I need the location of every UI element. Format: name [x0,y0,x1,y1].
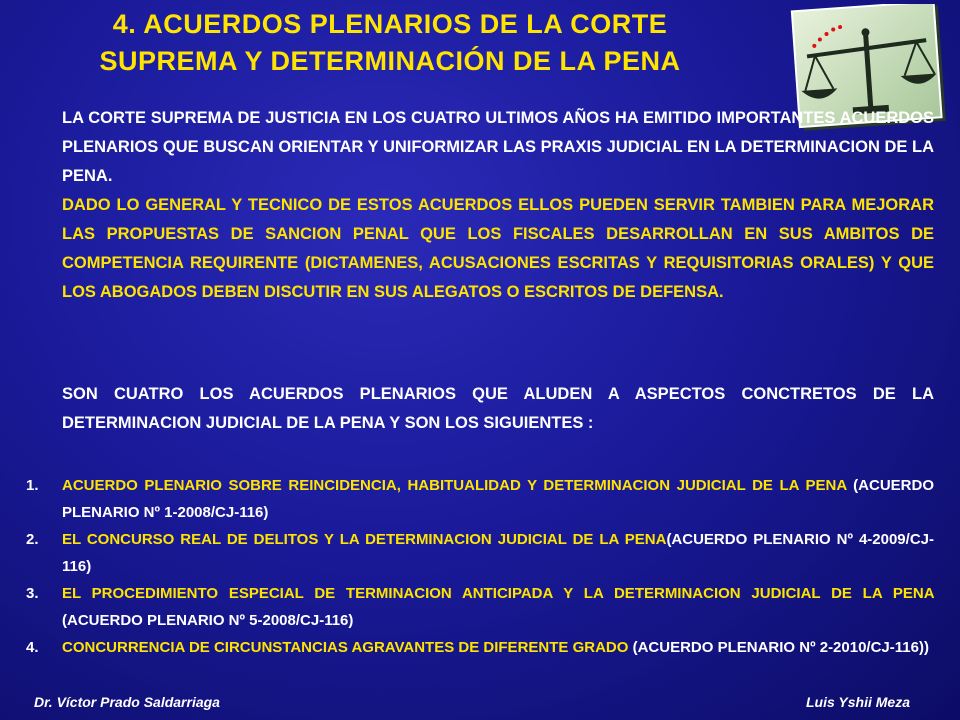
footer-presenter: Luis Yshii Meza [806,694,910,710]
acuerdos-list [26,472,934,661]
list-item-reference: (ACUERDO PLENARIO Nº 4-2009/CJ-116) [62,531,934,575]
list-item [26,472,934,526]
list-item-number: 4. [26,639,39,656]
list-item [26,634,934,661]
list-item-number: 2. [26,531,39,548]
title-line-1: 4. ACUERDOS PLENARIOS DE LA CORTE [112,9,668,39]
list-item [26,580,934,634]
paragraph-purpose: DADO LO GENERAL Y TECNICO DE ESTOS ACUERDOS ELLOS PUEDEN SERVIR TAMBIEN PARA MEJORAR LAS PROPUESTAS DE SANCION PENAL QUE LOS FISCALES DESARROLLAN EN SUS AMBITOS DE COMPETENCIA REQUIRENTE (DICTAMENES, ACUSACIONES ESCRITAS Y REQUISITORIAS ORALES) Y QUE LOS ABOGADOS DEBEN DISCUTIR EN SUS ALEGATOS O ESCRITOS DE DEFENSA. [62,196,934,301]
title-line-2: SUPREMA Y DETERMINACIÓN DE LA PENA [99,46,681,76]
page-title [40,6,740,80]
list-item-reference: (ACUERDO PLENARIO Nº 5-2008/CJ-116) [62,612,354,629]
list-item-title: CONCURRENCIA DE CIRCUNSTANCIAS AGRAVANTES DE DIFERENTE GRADO [62,639,629,656]
list-item-number: 1. [26,477,39,494]
list-item-title: EL CONCURSO REAL DE DELITOS Y LA DETERMINACION JUDICIAL DE LA PENA [62,531,667,548]
list-item [26,526,934,580]
paragraph-list-intro: SON CUATRO LOS ACUERDOS PLENARIOS QUE ALUDEN A ASPECTOS CONCTRETOS DE LA DETERMINACION JUDICIAL DE LA PENA Y SON LOS SIGUIENTES : [62,385,934,432]
footer-author: Dr. Víctor Prado Saldarriaga [34,694,220,710]
list-item-title: EL PROCEDIMIENTO ESPECIAL DE TERMINACION ANTICIPADA Y LA DETERMINACION JUDICIAL DE LA PENA [62,585,934,602]
paragraph-intro: LA CORTE SUPREMA DE JUSTICIA EN LOS CUATRO ULTIMOS AÑOS HA EMITIDO IMPORTANTES ACUERDOS PLENARIOS QUE BUSCAN ORIENTAR Y UNIFORMIZAR LAS PRAXIS JUDICIAL EN LA DETERMINACION DE LA PENA. [62,109,934,185]
list-item-reference: (ACUERDO PLENARIO Nº 1-2008/CJ-116) [62,477,935,521]
list-item-reference: (ACUERDO PLENARIO Nº 2-2010/CJ-116)) [628,639,929,656]
list-item-number: 3. [26,585,39,602]
list-item-title: ACUERDO PLENARIO SOBRE REINCIDENCIA, HABITUALIDAD Y DETERMINACION JUDICIAL DE LA PENA [62,477,847,494]
